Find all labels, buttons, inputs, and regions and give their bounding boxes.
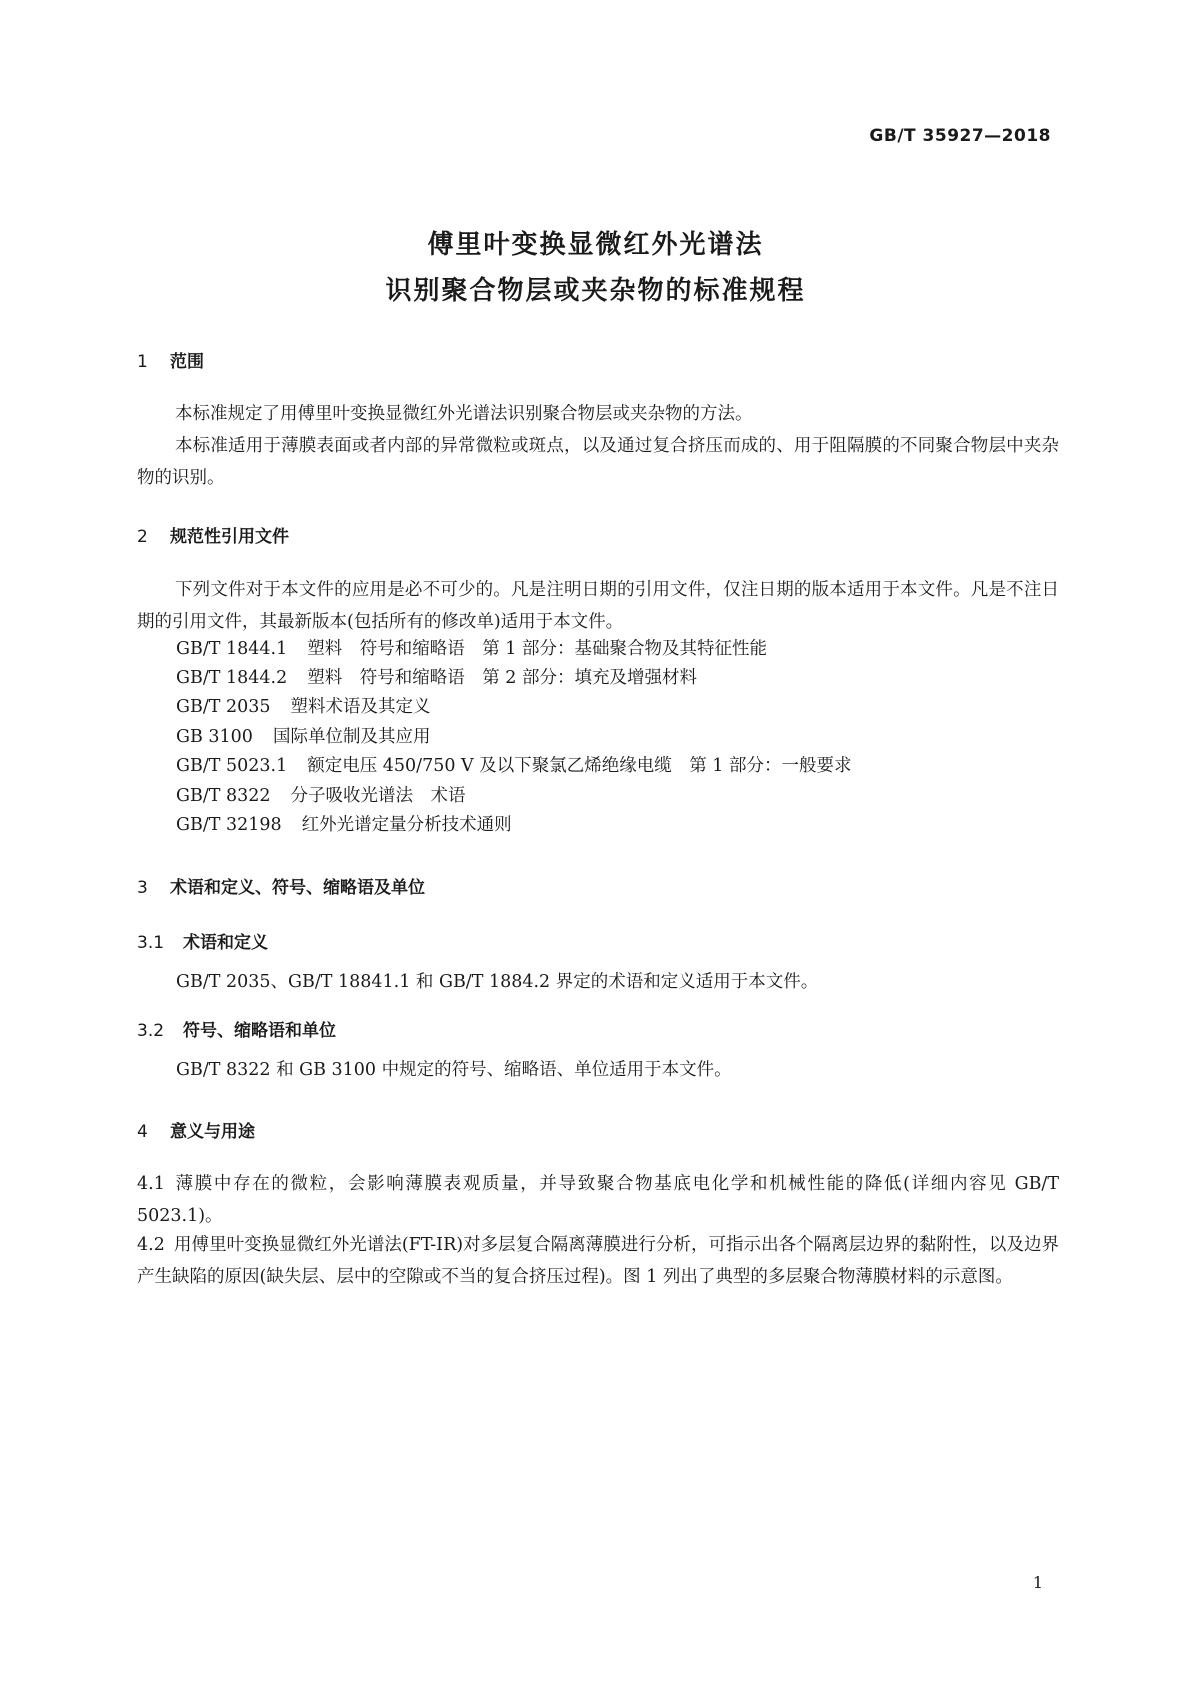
reference-code: GB/T 1844.1 <box>176 639 288 659</box>
scope-paragraph-2: 本标准适用于薄膜表面或者内部的异常微粒或斑点，以及通过复合挤压而成的、用于阻隔膜的不同聚合物层中夹杂物的识别。 <box>137 436 1059 488</box>
section-1-heading <box>137 347 204 372</box>
reference-code: GB/T 1844.2 <box>176 668 288 688</box>
reference-item <box>176 633 767 665</box>
subsection-title: 符号、缩略语和单位 <box>183 1021 336 1041</box>
reference-item <box>176 721 430 753</box>
page-number: 1 <box>1032 1573 1043 1592</box>
subsection-number: 3.1 <box>137 933 165 953</box>
reference-title: 塑料 符号和缩略语 第 2 部分：填充及增强材料 <box>307 668 697 688</box>
clause-4-2 <box>137 1229 1059 1293</box>
terms-definitions-text: GB/T 2035、GB/T 18841.1 和 GB/T 1884.2 界定的术语和定义适用于本文件。 <box>176 972 819 992</box>
section-title: 术语和定义、符号、缩略语及单位 <box>170 878 425 898</box>
section-number: 4 <box>137 1122 148 1142</box>
reference-code: GB/T 2035 <box>176 697 271 717</box>
clause-4-1 <box>137 1168 1059 1232</box>
clause-text: 薄膜中存在的微粒，会影响薄膜表观质量，并导致聚合物基底电化学和机械性能的降低(详细内容见 GB/T 5023.1)。 <box>137 1174 1059 1226</box>
section-number: 2 <box>137 527 148 547</box>
section-title: 规范性引用文件 <box>170 527 289 547</box>
subsection-number: 3.2 <box>137 1021 165 1041</box>
reference-title: 国际单位制及其应用 <box>272 727 431 747</box>
reference-item <box>176 750 852 782</box>
document-title <box>0 222 1191 314</box>
reference-item <box>176 809 512 841</box>
reference-code: GB/T 8322 <box>176 786 271 806</box>
reference-title: 分子吸收光谱法 术语 <box>290 786 466 806</box>
subsection-title: 术语和定义 <box>183 933 268 953</box>
reference-title: 额定电压 450/750 V 及以下聚氯乙烯绝缘电缆 第 1 部分：一般要求 <box>307 756 852 776</box>
reference-item <box>176 662 697 694</box>
section-number: 1 <box>137 352 148 372</box>
normative-references-intro: 下列文件对于本文件的应用是必不可少的。凡是注明日期的引用文件，仅注日期的版本适用于本文件。凡是不注日期的引用文件，其最新版本(包括所有的修改单)适用于本文件。 <box>137 580 1059 632</box>
section-title: 范围 <box>170 352 204 372</box>
subsection-3-1-heading <box>137 928 268 953</box>
section-3-heading <box>137 873 425 898</box>
clause-text: 用傅里叶变换显微红外光谱法(FT-IR)对多层复合隔离薄膜进行分析，可指示出各个隔离层边界的黏附性，以及边界产生缺陷的原因(缺失层、层中的空隙或不当的复合挤压过程)。图 1 列出了典型的多层聚合物薄膜材料的示意图。 <box>137 1235 1059 1287</box>
section-4-heading <box>137 1117 255 1142</box>
reference-title: 红外光谱定量分析技术通则 <box>301 815 512 835</box>
reference-item <box>176 780 466 812</box>
reference-code: GB/T 32198 <box>176 815 282 835</box>
reference-title: 塑料 符号和缩略语 第 1 部分：基础聚合物及其特征性能 <box>307 639 767 659</box>
clause-number: 4.1 <box>137 1174 165 1194</box>
title-line-1: 傅里叶变换显微红外光谱法 <box>427 230 764 260</box>
section-title: 意义与用途 <box>170 1122 255 1142</box>
section-2-heading <box>137 522 289 547</box>
subsection-3-2-heading <box>137 1016 336 1041</box>
symbols-abbreviations-text: GB/T 8322 和 GB 3100 中规定的符号、缩略语、单位适用于本文件。 <box>176 1060 732 1080</box>
reference-code: GB/T 5023.1 <box>176 756 288 776</box>
reference-title: 塑料术语及其定义 <box>290 697 431 717</box>
title-line-2: 识别聚合物层或夹杂物的标准规程 <box>385 276 806 306</box>
section-number: 3 <box>137 878 148 898</box>
clause-number: 4.2 <box>137 1235 165 1255</box>
document-code: GB/T 35927—2018 <box>869 126 1051 146</box>
scope-paragraph-1: 本标准规定了用傅里叶变换显微红外光谱法识别聚合物层或夹杂物的方法。 <box>175 404 753 424</box>
reference-item <box>176 691 431 723</box>
reference-code: GB 3100 <box>176 727 253 747</box>
